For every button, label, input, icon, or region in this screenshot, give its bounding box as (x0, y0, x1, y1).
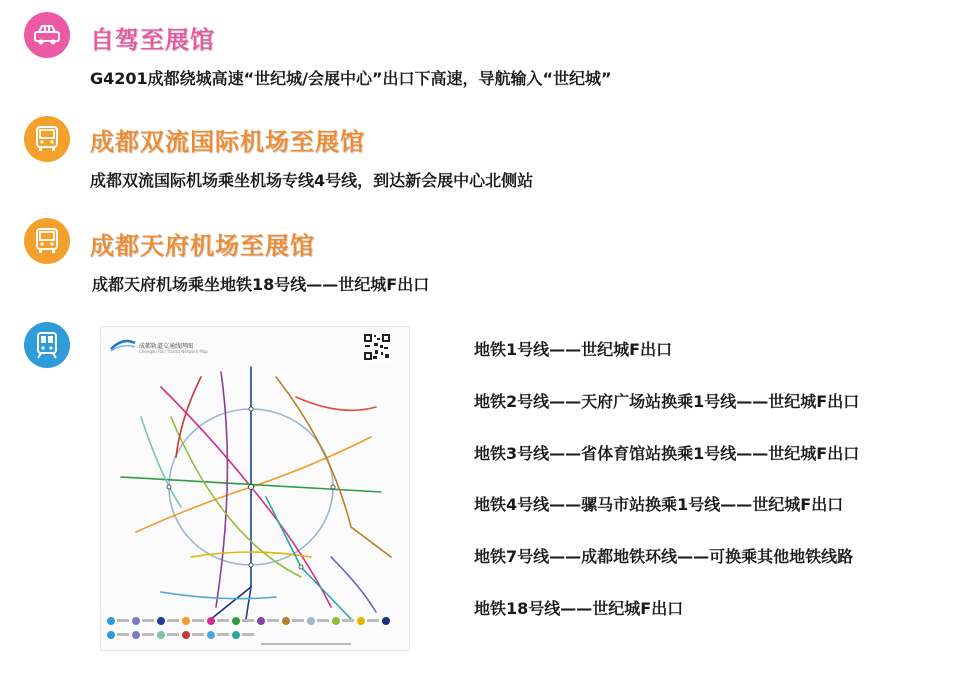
airport-bus-section-icon (24, 116, 70, 162)
metro-route-line-3: 地铁3号线——省体育馆站换乘1号线——世纪城F出口 (474, 444, 860, 463)
metro-route-line-18: 地铁18号线——世纪城F出口 (474, 599, 684, 618)
metro-map-title: 成都轨道交通线网图 (139, 343, 194, 350)
metro-logo-icon (109, 337, 137, 353)
metro-icon (34, 331, 60, 359)
self-drive-desc: G4201成都绕城高速“世纪城/会展中心”出口下高速，导航输入“世纪城” (90, 69, 612, 88)
car-icon (32, 23, 62, 47)
shuangliu-airport-title: 成都双流国际机场至展馆 (90, 128, 365, 156)
metro-route-line-4: 地铁4号线——骡马市站换乘1号线——世纪城F出口 (474, 495, 844, 514)
metro-map (100, 326, 410, 651)
self-drive-title: 自驾至展馆 (90, 26, 215, 54)
car-section-icon (24, 12, 70, 58)
shuangliu-airport-desc: 成都双流国际机场乘坐机场专线4号线，到达新会展中心北侧站 (90, 171, 534, 190)
metro-route-line-1: 地铁1号线——世纪城F出口 (474, 340, 673, 359)
tianfu-airport-title: 成都天府机场至展馆 (90, 232, 315, 260)
tianfu-airport-desc: 成都天府机场乘坐地铁18号线——世纪城F出口 (92, 275, 430, 294)
bus-icon (34, 227, 60, 255)
tianfu-bus-section-icon (24, 218, 70, 264)
bus-icon (34, 125, 60, 153)
metro-map-legend (101, 613, 410, 651)
metro-section-icon (24, 322, 70, 368)
metro-map-subtitle: Chengdu Rail Transit Network Map (139, 349, 208, 354)
metro-route-line-2: 地铁2号线——天府广场站换乘1号线——世纪城F出口 (474, 392, 860, 411)
metro-network-diagram (101, 357, 410, 627)
metro-route-line-7: 地铁7号线——成都地铁环线——可换乘其他地铁线路 (474, 547, 854, 566)
